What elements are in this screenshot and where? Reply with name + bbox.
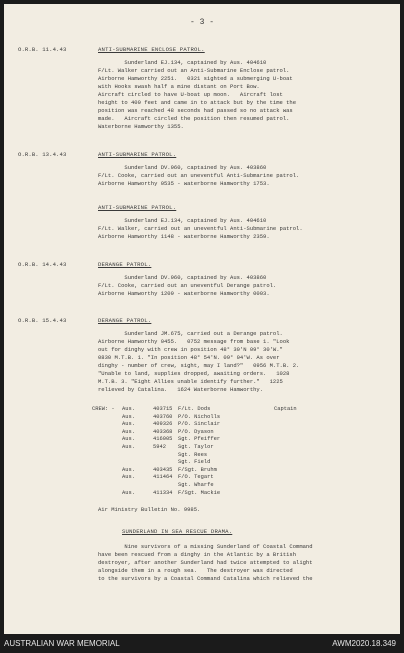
crew-name: P/O. Nicholls [178,413,221,420]
crew-service: Aus. [122,474,135,481]
crew-service: Aus. [122,406,135,412]
crew-name: F/O. Tegart [178,474,214,481]
bulletin-reference: Air Ministry Bulletin No. 9985. [98,506,201,513]
crew-number: 411334 [153,489,173,496]
crew-number: 403368 [153,428,173,435]
archive-footer [0,634,404,653]
section-text: Sunderland DV.960, captained by Aus. 403860 F/Lt. Cooke, carried out an uneventful Anti-Submarine patrol. Airborne Hamworthy 0535 - waterborne Hamworthy 1753. [98,164,300,187]
section-text: Sunderland DV.960, captained by Aus. 403860 F/Lt. Cooke, carried out an uneventful Derange patrol. Airborne Hamworthy 1209 - waterborne Hamworthy 0003. [98,274,277,297]
section-title: ANTI-SUBMARINE PATROL. [98,204,177,211]
crew-service: Aus. [122,421,135,428]
archive-id: AWM2020.18.349 [332,639,396,648]
crew-name: P/O. Sinclair [178,421,221,428]
crew-name: Sgt. Wharfe [178,481,214,488]
crew-number: 411464 [153,474,173,481]
crew-name: Sgt. Taylor [178,443,214,450]
section-text: Nine survivors of a missing Sunderland of Coastal Command have been rescued from a dinghy in the Atlantic by a British destroyer, after another Sunderland had twice attempted to alight alongside them in a rough sea. The destroyer was directed to the survivors by a Coastal Command Catalina which relieved the [98,543,313,582]
crew-name: Sgt. Rees [178,451,208,458]
crew-service: Aus. [122,428,135,435]
orb-reference: O.R.B. 14.4.43 [18,261,67,268]
section-title: ANTI-SUBMARINE ENCLOSE PATROL. [98,46,205,53]
orb-reference: O.R.B. 15.4.43 [18,317,67,324]
crew-label: CREW: - [92,406,115,412]
crew-service: Aus. [122,489,135,496]
crew-service: Aus. [122,443,135,450]
crew-name: P/O. Dyason [178,428,214,435]
section-title: ANTI-SUBMARINE PATROL. [98,151,177,158]
crew-service: Aus. [122,413,135,420]
captain-note: Captain [274,406,297,412]
crew-number: 416005 [153,436,173,443]
crew-name: F/Lt. Dods [178,406,211,412]
crew-number: 403435 [153,466,173,473]
crew-number: 409326 [153,421,173,428]
section-text: Sunderland EJ.134, captained by Aus. 404610 F/Lt. Walker carried out an Anti-Submarine Enclose patrol. Airborne Hamworthy 2251. 0321 sighted a submerging U-boat with Hooks swash half a mine distant on Port Bow. Aircraft circled to have U-boat up moon. Aircraft lost height to 400 feet and came in to attack but by the time the position was reached 48 seconds had passed so no attack was made. Aircraft circled the position then resumed patrol. Waterborne Hamworthy 1355. [98,59,297,130]
crew-number: 5942 [153,443,166,450]
orb-reference: O.R.B. 13.4.43 [18,151,67,158]
section-title: DERANGE PATROL. [98,317,152,324]
section-text: Sunderland EJ.134, captained by Aus. 404610 F/Lt. Walker, carried out an uneventful Anti-Submarine patrol. Airborne Hamworthy 1148 - waterborne Hamworthy 2359. [98,217,303,240]
crew-name: F/Sgt. Mackie [178,489,221,496]
page-number: - 3 - [189,18,214,27]
archive-name: AUSTRALIAN WAR MEMORIAL [4,639,120,648]
document-page [4,4,400,634]
section-title: DERANGE PATROL. [98,261,152,268]
crew-number: 403760 [153,413,173,420]
section-text: Sunderland JM.675, carried out a Derange patrol. Airborne Hamworthy 0455. 0752 message from base 1. "Look out for dinghy with crew in position 48° 30'N 09° 30'W." 0830 M.T.B. 1. "In position 48° 54'N. 09° 04'W. As over dinghy - number of crew, sight, may I land?" 0956 M.T.B. 2. "Unable to land, supplies dropped, awaiting orders. 1028 M.T.B. 3. "Eight Allies unable identify further." 1225 relieved by Catalina. 1624 Waterborne Hamworthy. [98,330,300,393]
orb-reference: O.R.B. 11.4.43 [18,46,67,53]
crew-name: Sgt. Pfeiffer [178,436,221,443]
crew-service: Aus. [122,436,135,443]
crew-name: Sgt. Field [178,459,211,466]
crew-name: F/Sgt. Bruhm [178,466,217,473]
crew-service: Aus. [122,466,135,473]
section-title: SUNDERLAND IN SEA RESCUE DRAMA. [122,528,233,535]
crew-number: 403715 [153,406,173,412]
